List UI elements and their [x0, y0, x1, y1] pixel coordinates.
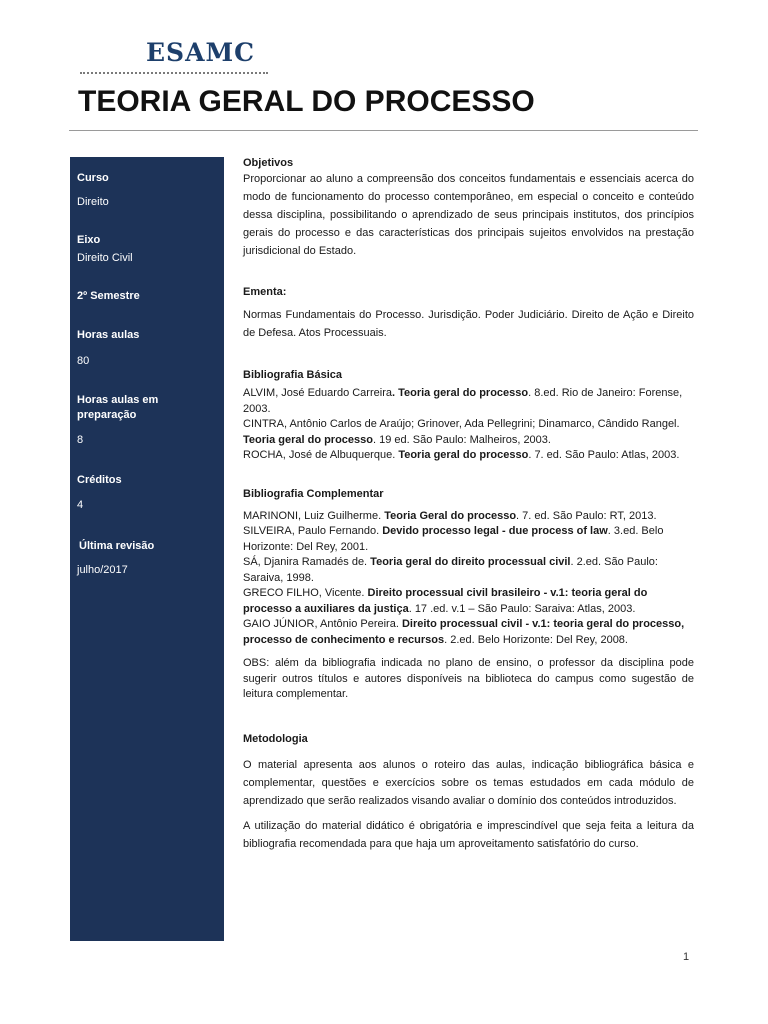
course-info-sidebar — [70, 157, 224, 941]
horas-aulas-label: Horas aulas — [77, 329, 140, 341]
bibliografia-basica-section — [243, 368, 694, 464]
horas-aulas-value: 80 — [77, 355, 90, 367]
creditos-value: 4 — [77, 499, 84, 511]
eixo-label: Eixo — [77, 234, 101, 246]
bib-basica-entry: ALVIM, José Eduardo Carreira. Teoria geral do processo. 8.ed. Rio de Janeiro: Forense, 2003. — [243, 387, 683, 415]
esamc-logo: ESAMC — [146, 38, 256, 67]
ementa-section — [243, 285, 694, 342]
bib-complementar-entry: GAIO JÚNIOR, Antônio Pereira. Direito processual civil - v.1: teoria geral do processo, processo de conhecimento e recursos. 2.ed. Belo Horizonte: Del Rey, 2008. — [243, 618, 685, 646]
bib-complementar-entry: GRECO FILHO, Vicente. Direito processual civil brasileiro - v.1: teoria geral do processo a auxiliares da justiça. 17 .ed. v.1 – São Paulo: Saraiva: Atlas, 2003. — [243, 587, 648, 615]
page-number: 1 — [683, 951, 690, 963]
bib-complementar-entry: SÁ, Djanira Ramadés de. Teoria geral do direito processual civil. 2.ed. São Paulo: Saraiva, 1998. — [243, 556, 658, 584]
metodologia-paragraph-2: A utilização do material didático é obrigatória e imprescindível que seja feita a leitura da bibliografia recomendada para que haja um aproveitamento satisfatório do curso. — [243, 819, 694, 850]
ementa-text: Normas Fundamentais do Processo. Jurisdição. Poder Judiciário. Direito de Ação e Direito de Defesa. Atos Processuais. — [243, 309, 694, 339]
metodologia-paragraph-1: O material apresenta aos alunos o roteiro das aulas, indicação bibliográfica básica e complementar, questões e exercícios sobre os temas estudados em cada módulo de aprendizado que serão realizados visando avaliar o domínio dos conteúdos introduzidos. — [243, 758, 694, 807]
horas-preparacao-value: 8 — [77, 434, 84, 446]
horas-preparacao-label-line1: Horas aulas em — [77, 394, 159, 406]
bib-complementar-entry: SILVEIRA, Paulo Fernando. Devido processo legal - due process of law. 3.ed. Belo Horizonte: Del Rey, 2001. — [243, 525, 664, 553]
objetivos-text: Proporcionar ao aluno a compreensão dos conceitos fundamentais e essenciais acerca do modo de funcionamento do processo contemporâneo, em especial o conceito e conteúdo dessa disciplina, possibilitando o aprendizado de seus principais institutos, dos princípios gerais do processo e das características dos principais sujeitos envolvidos na prestação jurisdicional do Estado. — [243, 173, 694, 257]
eixo-value: Direito Civil — [77, 252, 133, 264]
objetivos-heading: Objetivos — [243, 157, 294, 169]
ultima-revisao-value: julho/2017 — [77, 564, 128, 576]
bibliografia-complementar-heading: Bibliografia Complementar — [243, 487, 384, 500]
metodologia-heading: Metodologia — [243, 732, 308, 745]
curso-label: Curso — [77, 172, 109, 184]
obs-note: OBS: além da bibliografia indicada no plano de ensino, o professor da disciplina pode sugerir outros títulos e autores disponíveis na biblioteca do campus como sugestão de leitura complementar. — [243, 657, 694, 700]
metodologia-section — [243, 732, 694, 853]
creditos-label: Créditos — [77, 474, 122, 486]
objetivos-section — [243, 156, 694, 260]
document-title: TEORIA GERAL DO PROCESSO — [78, 85, 535, 118]
bibliografia-complementar-section — [243, 487, 694, 649]
semestre-label: 2º Semestre — [77, 290, 140, 302]
curso-value: Direito — [77, 196, 109, 208]
bib-complementar-entry: MARINONI, Luiz Guilherme. Teoria Geral do processo. 7. ed. São Paulo: RT, 2013. — [243, 509, 657, 522]
bib-basica-entry: CINTRA, Antônio Carlos de Araújo; Grinover, Ada Pellegrini; Dinamarco, Cândido Rangel. Teoria geral do processo. 19 ed. São Paulo: Malheiros, 2003. — [243, 418, 680, 446]
logo-dotted-rule — [80, 72, 268, 74]
bibliografia-basica-heading: Bibliografia Básica — [243, 369, 343, 381]
bib-basica-entry: ROCHA, José de Albuquerque. Teoria geral do processo. 7. ed. São Paulo: Atlas, 2003. — [243, 449, 680, 461]
title-divider — [69, 130, 698, 131]
ementa-heading: Ementa: — [243, 286, 287, 298]
horas-preparacao-label-line2: preparação — [77, 409, 137, 421]
main-content — [243, 156, 694, 853]
ultima-revisao-label: Última revisão — [79, 540, 155, 552]
